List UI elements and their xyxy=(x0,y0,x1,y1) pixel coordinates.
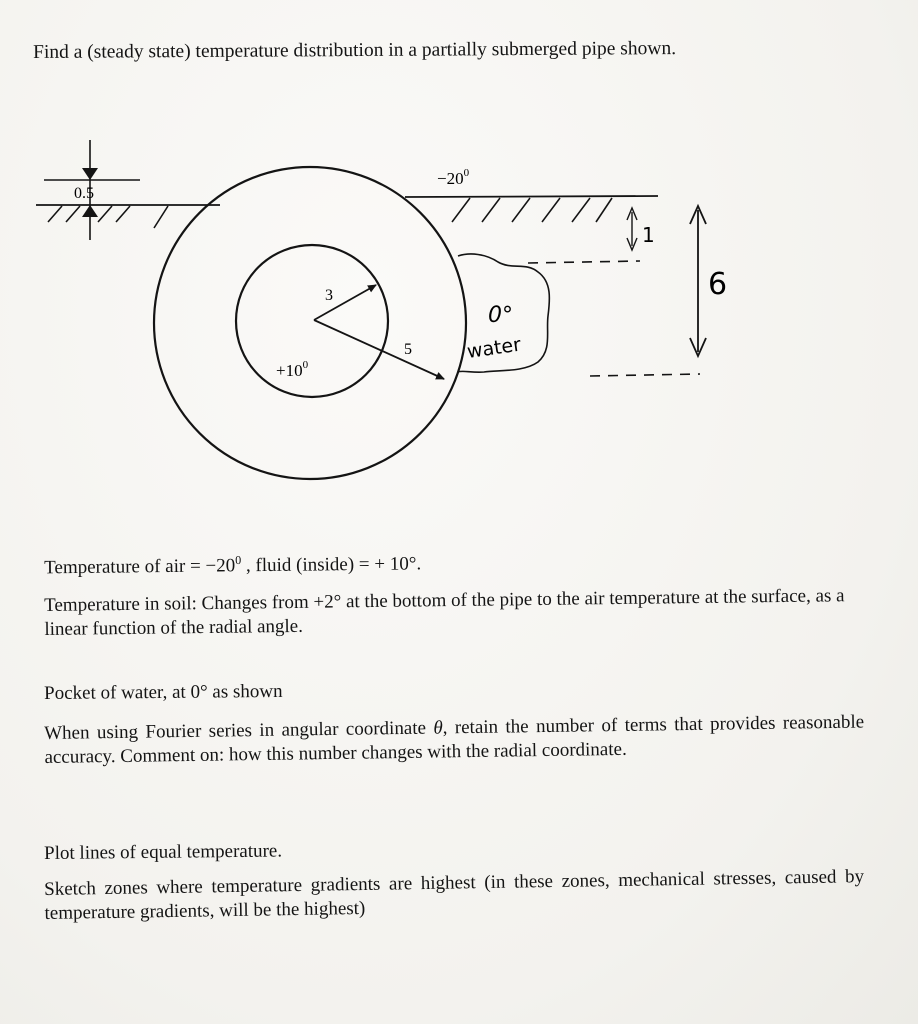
ground-surface-right xyxy=(405,196,658,197)
theta-symbol: θ xyxy=(433,717,443,739)
p1-superscript: 0 xyxy=(235,552,242,567)
p4-text-a: When using Fourier series in angular coordinate xyxy=(44,717,434,744)
outer-radius-label: 5 xyxy=(404,341,412,358)
offset-down-arrowhead xyxy=(82,168,98,180)
water-pocket-text: Pocket of water, at 0° as shown xyxy=(44,680,283,704)
outer-radius-arrow xyxy=(314,320,444,379)
water-bottom-dashed-line xyxy=(590,374,700,376)
water-temp-label: 0° xyxy=(488,303,513,328)
offset-label: 0.5 xyxy=(74,185,94,202)
pipe-inner-wall xyxy=(236,245,388,397)
inner-radius-arrow xyxy=(314,285,376,320)
dim-large-label: 6 xyxy=(708,267,728,302)
p1-text-b: , fluid (inside) = + 10°. xyxy=(241,553,422,577)
pipe-outer-wall xyxy=(154,167,466,479)
dim-small-label: 1 xyxy=(642,223,655,247)
p1-text-a: Temperature of air = −20 xyxy=(44,555,236,579)
air-fluid-temperature-text xyxy=(44,541,864,580)
ground-hatching-right xyxy=(452,198,612,222)
fourier-series-text xyxy=(44,711,865,770)
water-label: water xyxy=(465,333,523,363)
inner-temp-label: $+10^0$ xyxy=(276,359,309,380)
water-top-dashed-line xyxy=(528,261,640,263)
inner-radius-label: 3 xyxy=(325,287,333,304)
ground-hatching-left xyxy=(48,206,168,228)
p4-text-b: , retain the number of terms that provides reasonable accuracy. Comment on: how this number changes with the radial coordinate. xyxy=(44,711,865,768)
plot-isotherms-text: Plot lines of equal temperature. xyxy=(44,840,283,864)
problem-title: Find a (steady state) temperature distribution in a partially submerged pipe shown. xyxy=(33,38,677,63)
gradient-zones-text: Sketch zones where temperature gradients are highest (in these zones, mechanical stresses, caused by temperature gradients, will be the highest) xyxy=(44,866,865,924)
soil-temperature-text: Temperature in soil: Changes from +2° at the bottom of the pipe to the air temperature at the surface, as a linear function of the radial angle. xyxy=(44,585,845,640)
offset-up-arrowhead xyxy=(82,205,98,217)
air-temp-label: $-20^0$ xyxy=(437,167,470,188)
